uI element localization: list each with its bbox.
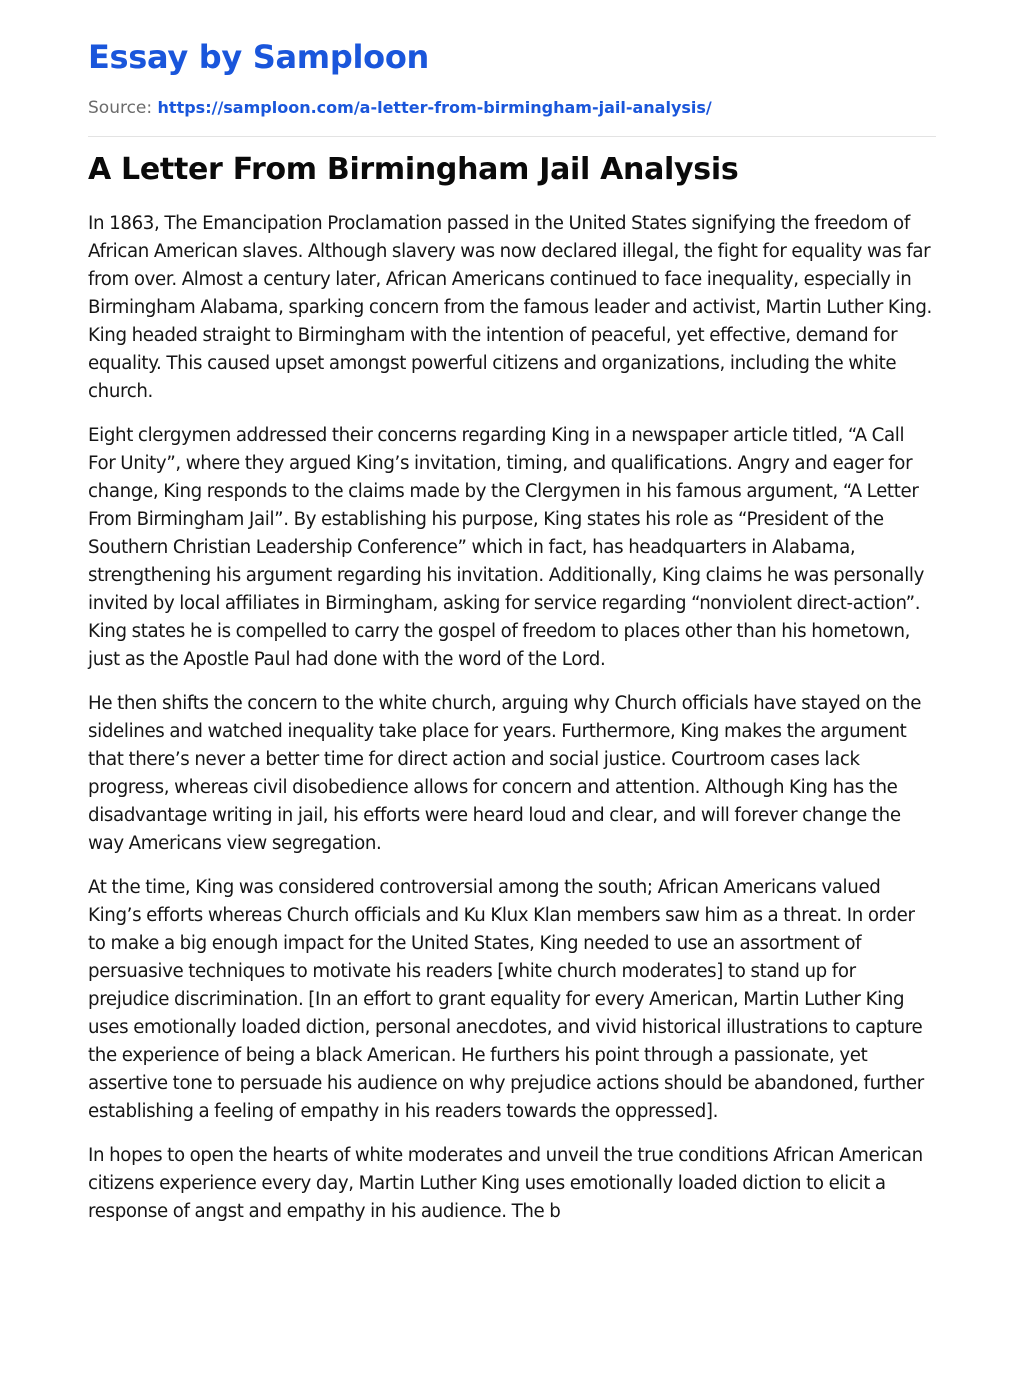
paragraph: At the time, King was considered controversial among the south; African Americans valued King’s efforts whereas Church officials and Ku Klux Klan members saw him as a threat. In order to make a big enough impact for the United States, King needed to use an assortment of persuasive techniques to motivate his readers [white church moderates] to stand up for prejudice discrimination. [In an effort to grant equality for every American, Martin Luther King uses emotionally loaded diction, personal anecdotes, and vivid historical illustrations to capture the experience of being a black American. He furthers his point through a passionate, yet assertive tone to persuade his audience on why prejudice actions should be abandoned, further establishing a feeling of empathy in his readers towards the oppressed]. (88, 877, 924, 1122)
header-divider (88, 136, 936, 137)
source-label: Source: (88, 98, 158, 118)
paragraph: Eight clergymen addressed their concerns regarding King in a newspaper article titled, “A Call For Unity”, where they argued King’s invitation, timing, and qualifications. Angry and eager for change, King responds to the claims made by the Clergymen in his famous argument, “A Letter From Birmingham Jail”. By establishing his purpose, King states his role as “President of the Southern Christian Leadership Conference” which in fact, has headquarters in Alabama, strengthening his argument regarding his invitation. Additionally, King claims he was personally invited by local affiliates in Birmingham, asking for service regarding “nonviolent direct-action”. King states he is compelled to carry the gospel of freedom to places other than his hometown, just as the Apostle Paul had done with the word of the Lord. (88, 425, 925, 670)
brand-title: Essay by Samploon (88, 38, 429, 76)
article-title: A Letter From Birmingham Jail Analysis (88, 152, 739, 187)
paragraph: In 1863, The Emancipation Proclamation passed in the United States signifying the freedom of African American slaves. Although slavery was now declared illegal, the fight for equality was far from over. Almost a century later, African Americans continued to face inequality, especially in Birmingham Alabama, sparking concern from the famous leader and activist, Martin Luther King. King headed straight to Birmingham with the intention of peaceful, yet effective, demand for equality. This caused upset amongst powerful citizens and organizations, including the white church. (88, 213, 932, 402)
source-line (88, 97, 936, 119)
paragraph-truncated: In hopes to open the hearts of white moderates and unveil the true conditions African American citizens experience every day, Martin Luther King uses emotionally loaded diction to elicit a response of angst and empathy in his audience. The b (88, 1145, 923, 1222)
source-link[interactable]: https://samploon.com/a-letter-from-birmingham-jail-analysis/ (157, 98, 712, 117)
article-body (88, 210, 936, 1226)
paragraph: He then shifts the concern to the white church, arguing why Church officials have stayed on the sidelines and watched inequality take place for years. Furthermore, King makes the argument that there’s never a better time for direct action and social justice. Courtroom cases lack progress, whereas civil disobedience allows for concern and attention. Although King has the disadvantage writing in jail, his efforts were heard loud and clear, and will forever change the way Americans view segregation. (88, 693, 922, 854)
